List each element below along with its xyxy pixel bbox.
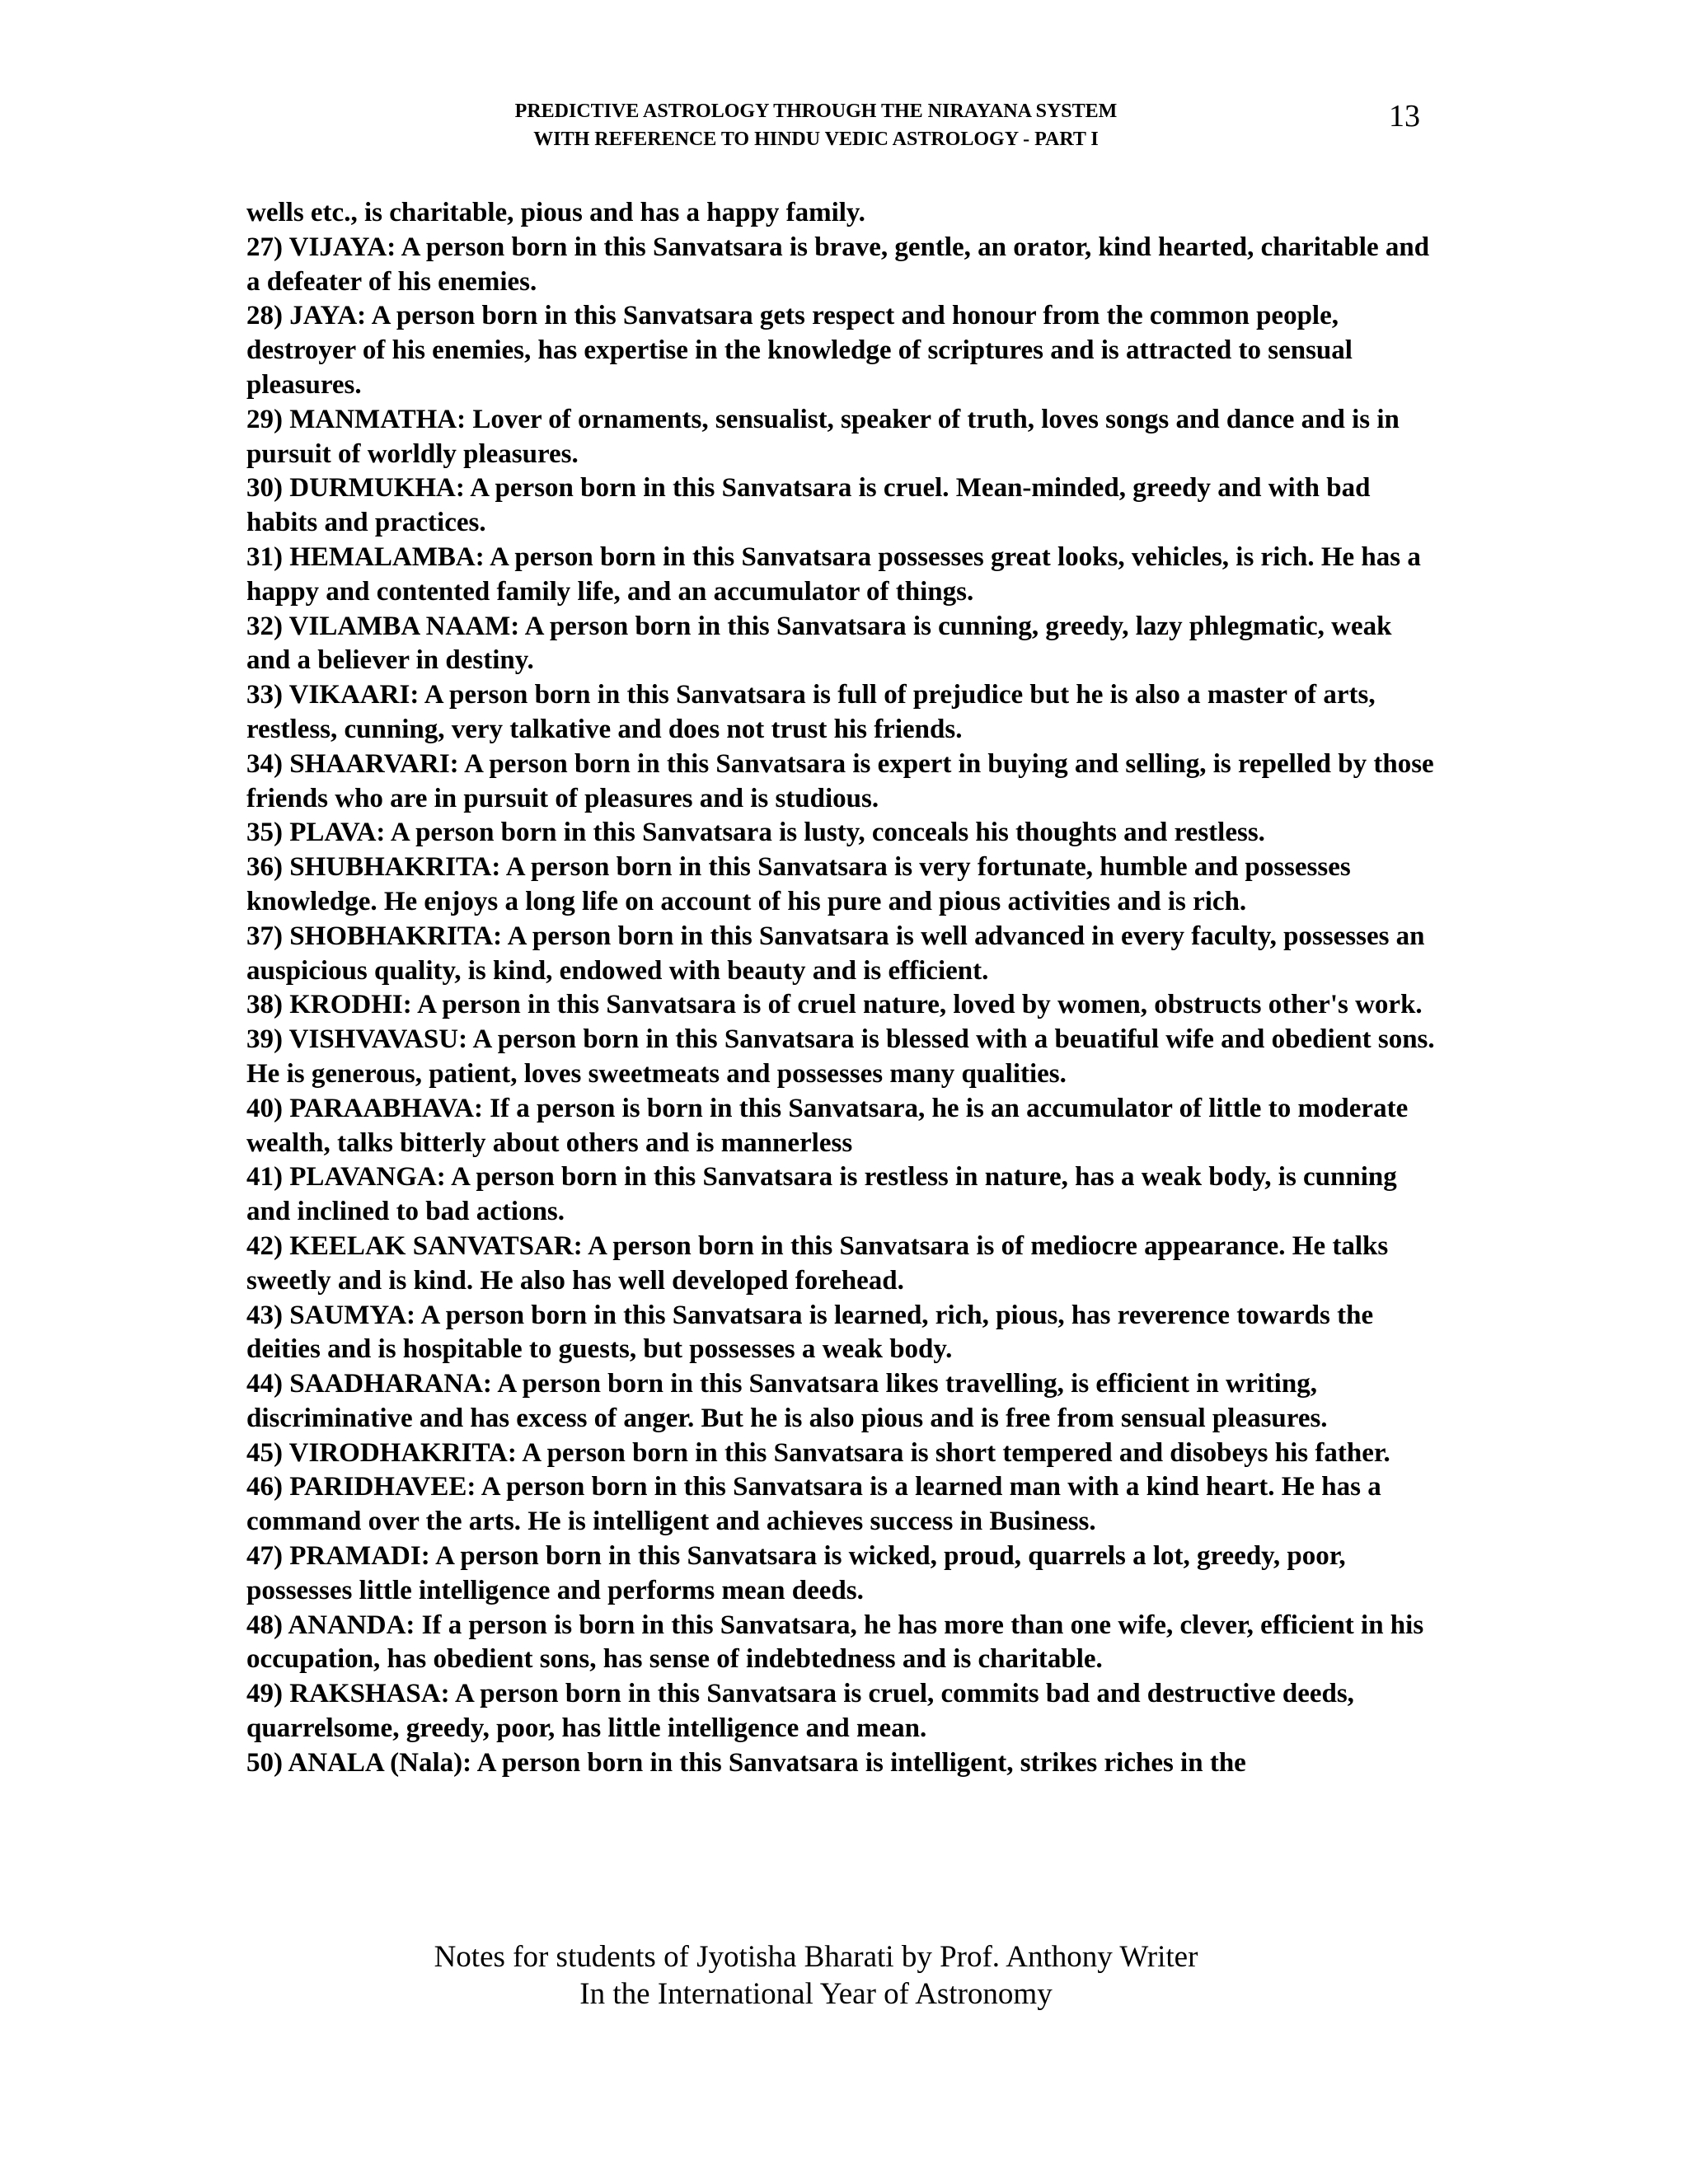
- entry-49-rakshasa: 49) RAKSHASA: A person born in this Sanvatsara is cruel, commits bad and destructive deeds, quarrelsome, greedy, poor, has little intelligence and mean.: [246, 1679, 1354, 1744]
- page-header: [247, 97, 1385, 153]
- entry-28-jaya: 28) JAYA: A person born in this Sanvatsara gets respect and honour from the common people, destroyer of his enemies, has expertise in the knowledge of scriptures and is attracted to sensual pleasures.: [246, 301, 1353, 400]
- body-text: [246, 196, 1442, 1781]
- entry-47-pramadi: 47) PRAMADI: A person born in this Sanvatsara is wicked, proud, quarrels a lot, greedy, poor, possesses little intelligence and performs mean deeds.: [246, 1541, 1346, 1605]
- entry-33-vikaari: 33) VIKAARI: A person born in this Sanvatsara is full of prejudice but he is also a master of arts, restless, cunning, very talkative and does not trust his friends.: [246, 680, 1376, 744]
- entry-38-krodhi: 38) KRODHI: A person in this Sanvatsara is of cruel nature, loved by women, obstructs other's work.: [246, 990, 1423, 1020]
- entry-32-vilamba-naam: 32) VILAMBA NAAM: A person born in this Sanvatsara is cunning, greedy, lazy phlegmatic, weak and a believer in destiny.: [246, 611, 1392, 676]
- entry-46-paridhavee: 46) PARIDHAVEE: A person born in this Sanvatsara is a learned man with a kind heart. He has a command over the arts. He is intelligent and achieves success in Business.: [246, 1472, 1381, 1537]
- entry-29-manmatha: 29) MANMATHA: Lover of ornaments, sensualist, speaker of truth, loves songs and dance and is in pursuit of worldly pleasures.: [246, 404, 1400, 469]
- header-title-line-1: PREDICTIVE ASTROLOGY THROUGH THE NIRAYANA SYSTEM: [514, 101, 1118, 122]
- header-title-line-2: WITH REFERENCE TO HINDU VEDIC ASTROLOGY - PART I: [533, 129, 1099, 150]
- entry-34-shaarvari: 34) SHAARVARI: A person born in this Sanvatsara is expert in buying and selling, is repelled by those friends who are in pursuit of pleasures and is studious.: [246, 748, 1434, 813]
- entry-42-keelak-sanvatsar: 42) KEELAK SANVATSAR: A person born in this Sanvatsara is of mediocre appearance. He talks sweetly and is kind. He also has well developed forehead.: [246, 1230, 1389, 1296]
- paragraph-continuation: wells etc., is charitable, pious and has a happy family.: [246, 198, 865, 227]
- footer-line-2: In the International Year of Astronomy: [579, 1977, 1053, 2011]
- entry-50-anala: 50) ANALA (Nala): A person born in this Sanvatsara is intelligent, strikes riches in the: [246, 1747, 1246, 1778]
- entry-41-plavanga: 41) PLAVANGA: A person born in this Sanvatsara is restless in nature, has a weak body, is cunning and inclined to bad actions.: [246, 1162, 1397, 1227]
- entry-48-ananda: 48) ANANDA: If a person is born in this Sanvatsara, he has more than one wife, clever, efficient in his occupation, has obedient sons, has sense of indebtedness and is charitable.: [246, 1610, 1424, 1675]
- entry-35-plava: 35) PLAVA: A person born in this Sanvatsara is lusty, conceals his thoughts and restless.: [246, 818, 1265, 848]
- entry-45-virodhakrita: 45) VIRODHAKRITA: A person born in this Sanvatsara is short tempered and disobeys his father.: [246, 1437, 1390, 1468]
- footer-line-1: Notes for students of Jyotisha Bharati by Prof. Anthony Writer: [434, 1940, 1198, 1974]
- entry-36-shubhakrita: 36) SHUBHAKRITA: A person born in this Sanvatsara is very fortunate, humble and possesses knowledge. He enjoys a long life on account of his pure and pious activities and is rich.: [246, 852, 1351, 916]
- entry-37-shobhakrita: 37) SHOBHAKRITA: A person born in this Sanvatsara is well advanced in every faculty, possesses an auspicious quality, is kind, endowed with beauty and is efficient.: [246, 921, 1425, 986]
- entry-39-vishvavasu: 39) VISHVAVASU: A person born in this Sanvatsara is blessed with a beuatiful wife and obedient sons. He is generous, patient, loves sweetmeats and possesses many qualities.: [246, 1024, 1435, 1089]
- page-footer: [247, 1938, 1385, 2013]
- entry-31-hemalamba: 31) HEMALAMBA: A person born in this Sanvatsara possesses great looks, vehicles, is rich. He has a happy and contented family life, and an accumulator of things.: [246, 541, 1421, 607]
- page-number: 13: [1389, 99, 1420, 134]
- entry-40-paraabhava: 40) PARAABHAVA: If a person is born in this Sanvatsara, he is an accumulator of little to moderate wealth, talks bitterly about others and is mannerless: [246, 1093, 1409, 1158]
- entry-44-saadharana: 44) SAADHARANA: A person born in this Sanvatsara likes travelling, is efficient in writing, discriminative and has excess of anger. But he is also pious and is free from sensual pleasures.: [246, 1369, 1328, 1433]
- entry-27-vijaya: 27) VIJAYA: A person born in this Sanvatsara is brave, gentle, an orator, kind hearted, charitable and a defeater of his enemies.: [246, 232, 1430, 297]
- entry-43-saumya: 43) SAUMYA: A person born in this Sanvatsara is learned, rich, pious, has reverence towards the deities and is hospitable to guests, but possesses a weak body.: [246, 1300, 1374, 1365]
- entry-30-durmukha: 30) DURMUKHA: A person born in this Sanvatsara is cruel. Mean-minded, greedy and with bad habits and practices.: [246, 473, 1371, 538]
